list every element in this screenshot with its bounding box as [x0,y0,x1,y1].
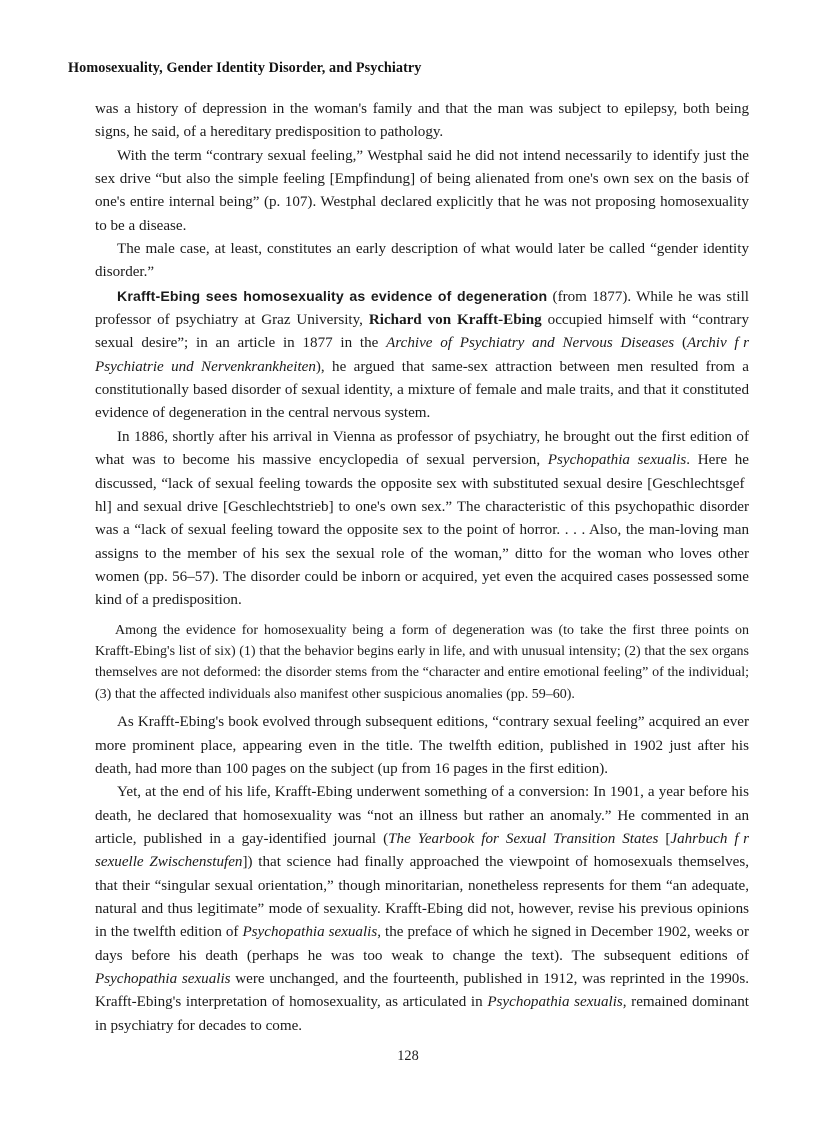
paragraph-text: , remained dominant in psychiatry for decades to come. [95,994,749,1034]
paragraph-male-case [95,238,749,285]
paragraph-text: ]) that science had finally approached the viewpoint of homosexuals themselves, that their “singular sexual orientation,” though minoritarian, nonetheless represents for them “an adequate, natural and thus legitimate” mode of sexuality. Krafft-Ebing did not, however, revise his previous opinions in the twelfth edition of [95,854,749,941]
paragraph-conversion-1901 [95,781,749,1038]
paragraph-text: ), he argued that same-sex attraction between men resulted from a constitutionally based disorder of sexual identity, a mixture of female and male traits, and that it constituted evidence of degeneration in the central nervous system. [95,358,749,422]
book-title-psychopathia: Psychopathia sexualis [547,452,687,469]
paragraph-text: , the preface of which he signed in December 1902, weeks or days before his death (perhaps he was too weak to change the text). The subsequent editions of [95,924,750,964]
journal-title-jahrbuch-post: r sexuelle Zwischenstufen [95,830,749,871]
paragraph-text: As Krafft-Ebing's book evolved through subsequent editions, “contrary sexual feeling” acquired an ever more prominent place, appearing even in the title. The twelfth edition, published in 1902 just after his death, had more than 100 pages on the subject (up from 16 pages in the first edition). [95,714,749,777]
paragraph-text: were unchanged, and the fourteenth, published in 1912, was reprinted in the 1990s. Krafft-Ebing's interpretation of homosexuality, as articulated in [95,970,749,1011]
paragraph-text: hl] and sexual drive [Geschlechtstrieb] to one's own sex.” The characteristic of this psychopathic disorder was a “lack of sexual feeling toward the opposite sex to the point of horror. . . . Also, the man-loving man assigns to the member of his sex the sexual role of the woman,” ditto for the woman who loves other women (pp. 56–57). The disorder could be inborn or acquired, yet even the acquired cases possessed some kind of a predisposition. [95,498,749,609]
page-number: 128 [397,1048,419,1064]
paragraph-text: Yet, at the end of his life, Krafft-Ebing underwent something of a conversion: In 1901, a year before his death, he declared that homosexuality was “not an illness but rather an anomaly.” He commented in an article, published in a gay-identified journal ( [95,784,749,847]
paragraph-text: [ [658,830,671,847]
body-text-column [95,98,749,1038]
paragraph-text: Among the evidence for homosexuality being a form of degeneration was (to take the first three points on Krafft-Ebing's list of six) (1) that the behavior begins early in life, and with unusual intensity; (2) that the sex organs themselves are not deformed: the disorder stems from the “character and entire emotional feeling” of the individual; (3) that the affected individuals also manifest other suspicious anomalies (pp. 59–60). [95,622,749,702]
run-in-heading: Krafft-Ebing sees homosexuality as evidence of degeneration [117,287,548,304]
paragraph-text: With the term “contrary sexual feeling,” Westphal said he did not intend necessarily to identify just the sex drive “but also the simple feeling [Empfindung] of being alienated from one's own sex on the basis of one's entire internal being” (p. 107). Westphal declared explicitly that he was not proposing homosexuality to be a disease. [95,147,749,234]
journal-title-german-pre: Archiv f [686,335,739,352]
paragraph-subsequent-editions [95,711,749,781]
paragraph-text: occupied himself with “contrary sexual desire”; in an article in 1877 in the [95,312,749,352]
running-head: Homosexuality, Gender Identity Disorder, and Psychiatry [68,60,422,76]
paragraph-text: (from 1877). While he was still professor of psychiatry at Graz University, [95,288,749,329]
paragraph-psychopathia-first-edition [95,426,749,613]
paragraph-westphal-term [95,145,749,238]
paragraph-continuation [95,98,749,145]
paragraph-text: . Here he discussed, “lack of sexual feeling towards the opposite sex with substituted sexual desire [Geschlechtsgef [95,452,749,492]
book-title-psychopathia: Psychopathia sexualis [95,970,231,987]
paragraph-text: ( [674,335,687,352]
journal-title-english: Archive of Psychiatry and Nervous Diseases [386,335,675,352]
journal-title-german-post: r Psychiatrie und Nervenkrankheiten [95,335,749,375]
paragraph-extract-evidence [95,620,749,706]
person-name-krafft-ebing: Richard von Krafft-Ebing [368,312,542,329]
book-title-psychopathia: Psychopathia sexualis [487,994,623,1011]
paragraph-text: was a history of depression in the woman's family and that the man was subject to epilepsy, both being signs, he said, of a hereditary predisposition to pathology. [95,101,749,141]
journal-title-yearbook-english: The Yearbook for Sexual Transition States [388,830,659,847]
paragraph-text: In 1886, shortly after his arrival in Vienna as professor of psychiatry, he brought out the first edition of what was to become his massive encyclopedia of sexual perversion, [95,428,749,469]
paragraph-krafft-ebing-degeneration [95,285,749,426]
paragraph-text: The male case, at least, constitutes an early description of what would later be called “gender identity disorder.” [95,241,749,281]
journal-title-jahrbuch-pre: Jahrbuch f [670,830,739,847]
book-title-psychopathia: Psychopathia sexualis [242,924,378,941]
